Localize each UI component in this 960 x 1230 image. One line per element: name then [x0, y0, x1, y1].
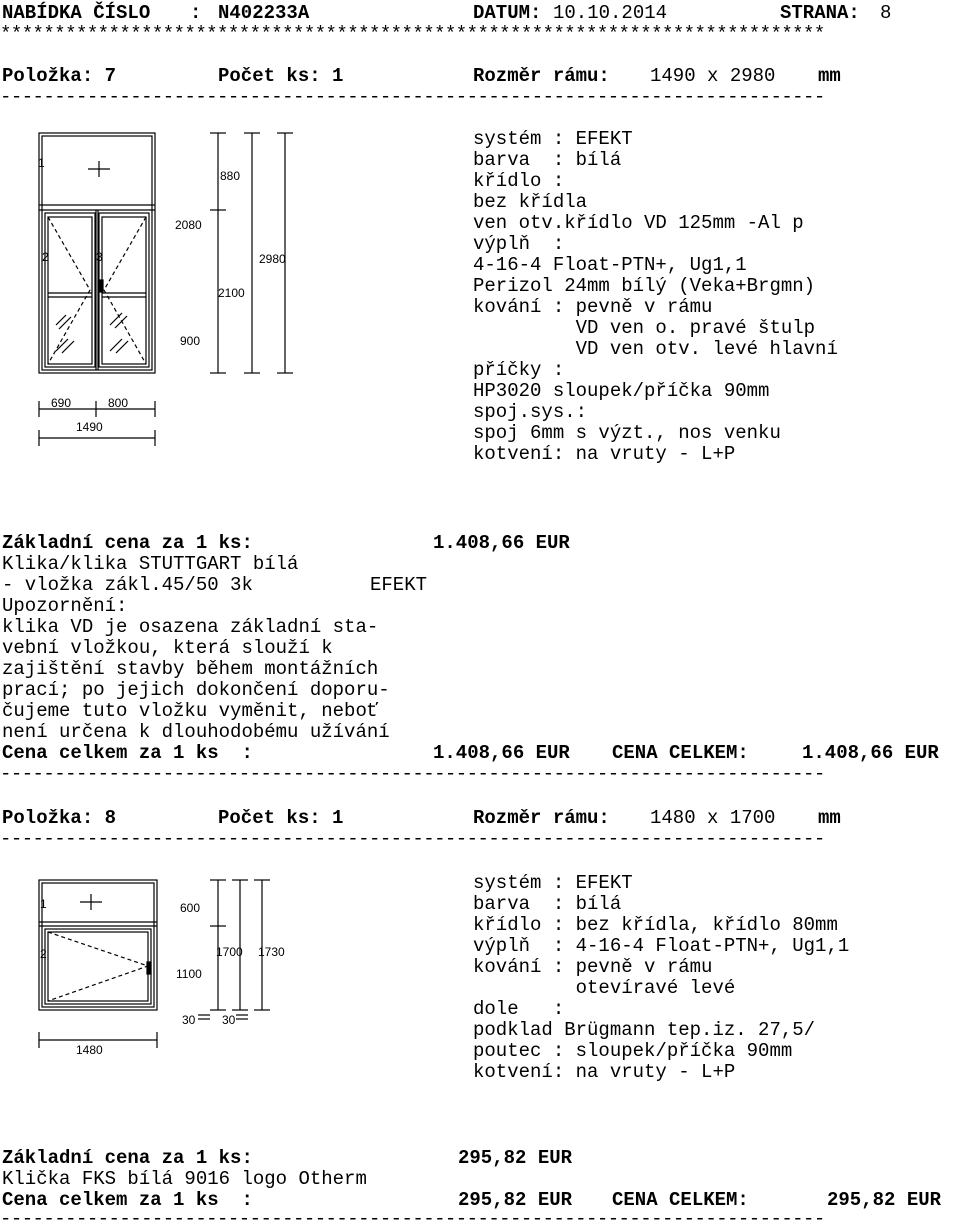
spec-line: kování : pevně v rámu: [473, 956, 713, 978]
sash-number-2: 2: [40, 947, 47, 961]
dim-1490: 1490: [76, 420, 103, 434]
note-line: klika VD je osazena základní sta-: [2, 616, 379, 638]
dash-rule: ----------------------------------------------------------------------------: [0, 764, 825, 785]
total-price: 1.408,66 EUR: [433, 742, 570, 764]
window-drawing-item-7: [30, 125, 350, 455]
dash-rule: ----------------------------------------------------------------------------: [0, 829, 825, 850]
spec-line: VD ven otv. levé hlavní: [473, 338, 838, 360]
spec-line: systém : EFEKT: [473, 872, 633, 894]
sash-number-1: 1: [38, 156, 45, 170]
frame-size-unit: mm: [818, 807, 841, 829]
spec-line: bez křídla: [473, 191, 588, 213]
dim-2100: 2100: [218, 286, 245, 300]
dim-1730: 1730: [258, 945, 285, 959]
note-line: čujeme tuto vložku vyměnit, neboť: [2, 700, 379, 722]
spec-line: Perizol 24mm bílý (Veka+Brgmn): [473, 275, 816, 297]
dim-2080: 2080: [175, 218, 202, 232]
spec-line: křídlo : bez křídla, křídlo 80mm: [473, 914, 838, 936]
offer-number-label: NABÍDKA ČÍSLO: [2, 2, 151, 24]
frame-size-value: 1490 x 2980: [650, 65, 776, 87]
spec-line: otevíravé levé: [473, 977, 736, 999]
note-line: Upozornění:: [2, 595, 128, 617]
spec-line: barva : bílá: [473, 149, 622, 171]
total-label: Cena celkem za 1 ks :: [2, 742, 253, 764]
note-line: není určena k dlouhodobému užívání: [2, 721, 390, 743]
total-label: Cena celkem za 1 ks :: [2, 1189, 253, 1211]
spec-line: spoj.sys.:: [473, 401, 588, 423]
date-label: DATUM:: [473, 2, 542, 24]
spec-line: barva : bílá: [473, 893, 622, 915]
item-position: Položka: 7: [2, 65, 117, 87]
window-drawing-item-8: [30, 870, 310, 1070]
spec-line: poutec : sloupek/příčka 90mm: [473, 1040, 793, 1062]
dim-30-right: 30: [222, 1013, 236, 1027]
dim-690: 690: [51, 396, 72, 410]
spec-line: kování : pevně v rámu: [473, 296, 713, 318]
grand-total-label: CENA CELKEM:: [612, 1189, 749, 1211]
dim-1700: 1700: [216, 945, 243, 959]
spec-line: křídlo :: [473, 170, 565, 192]
dim-1100: 1100: [176, 967, 202, 981]
note-line: vební vložkou, která slouží k: [2, 637, 333, 659]
dim-900: 900: [180, 334, 201, 348]
spec-line: spoj 6mm s výzt., nos venku: [473, 422, 781, 444]
dash-rule: ----------------------------------------------------------------------------: [0, 1209, 825, 1230]
dim-1480: 1480: [76, 1043, 103, 1057]
spec-line: 4-16-4 Float-PTN+, Ug1,1: [473, 254, 747, 276]
spec-line: ven otv.křídlo VD 125mm -Al p: [473, 212, 804, 234]
note-line: Klika/klika STUTTGART bílá: [2, 553, 299, 575]
frame-size-value: 1480 x 1700: [650, 807, 776, 829]
base-price-label: Základní cena za 1 ks:: [2, 532, 253, 554]
dim-30-left: 30: [182, 1013, 196, 1027]
sash-number-1: 1: [40, 897, 47, 911]
star-rule: ****************************************************************************: [0, 24, 825, 45]
spec-line: výplň : 4-16-4 Float-PTN+, Ug1,1: [473, 935, 850, 957]
offer-number: N402233A: [218, 2, 310, 24]
grand-total-label: CENA CELKEM:: [612, 742, 749, 764]
note-line: - vložka zákl.45/50 3k: [2, 574, 253, 596]
item-count: Počet ks: 1: [218, 807, 344, 829]
offer-number-separator: :: [190, 2, 202, 24]
spec-line: VD ven o. pravé štulp: [473, 317, 816, 339]
spec-line: kotvení: na vruty - L+P: [473, 443, 736, 465]
date-value: 10.10.2014: [553, 2, 668, 24]
base-price: 1.408,66 EUR: [433, 532, 570, 554]
spec-line: příčky :: [473, 359, 565, 381]
sash-number-3: 3: [96, 250, 103, 264]
base-price-label: Základní cena za 1 ks:: [2, 1147, 253, 1169]
dim-800: 800: [108, 396, 129, 410]
grand-total: 295,82 EUR: [827, 1189, 942, 1211]
frame-size-unit: mm: [818, 65, 841, 87]
sash-number-2: 2: [42, 250, 49, 264]
note-tag: EFEKT: [370, 574, 428, 596]
note-line: Klička FKS bílá 9016 logo Otherm: [2, 1168, 367, 1190]
spec-line: systém : EFEKT: [473, 128, 633, 150]
note-line: prací; po jejich dokončení doporu-: [2, 679, 390, 701]
grand-total: 1.408,66 EUR: [802, 742, 939, 764]
page-number: 8: [880, 2, 892, 24]
page-label: STRANA:: [780, 2, 860, 24]
dim-2980: 2980: [259, 252, 286, 266]
dim-600: 600: [180, 901, 201, 915]
frame-size-label: Rozměr rámu:: [473, 807, 610, 829]
base-price: 295,82 EUR: [458, 1147, 573, 1169]
dim-880: 880: [220, 169, 241, 183]
frame-size-label: Rozměr rámu:: [473, 65, 610, 87]
spec-line: dole :: [473, 998, 565, 1020]
total-price: 295,82 EUR: [458, 1189, 573, 1211]
note-line: zajištění stavby během montážních: [2, 658, 379, 680]
spec-line: HP3020 sloupek/příčka 90mm: [473, 380, 770, 402]
spec-line: kotvení: na vruty - L+P: [473, 1061, 736, 1083]
item-position: Položka: 8: [2, 807, 117, 829]
dash-rule: ----------------------------------------------------------------------------: [0, 87, 825, 108]
item-count: Počet ks: 1: [218, 65, 344, 87]
spec-line: výplň :: [473, 233, 565, 255]
spec-line: podklad Brügmann tep.iz. 27,5/: [473, 1019, 816, 1041]
